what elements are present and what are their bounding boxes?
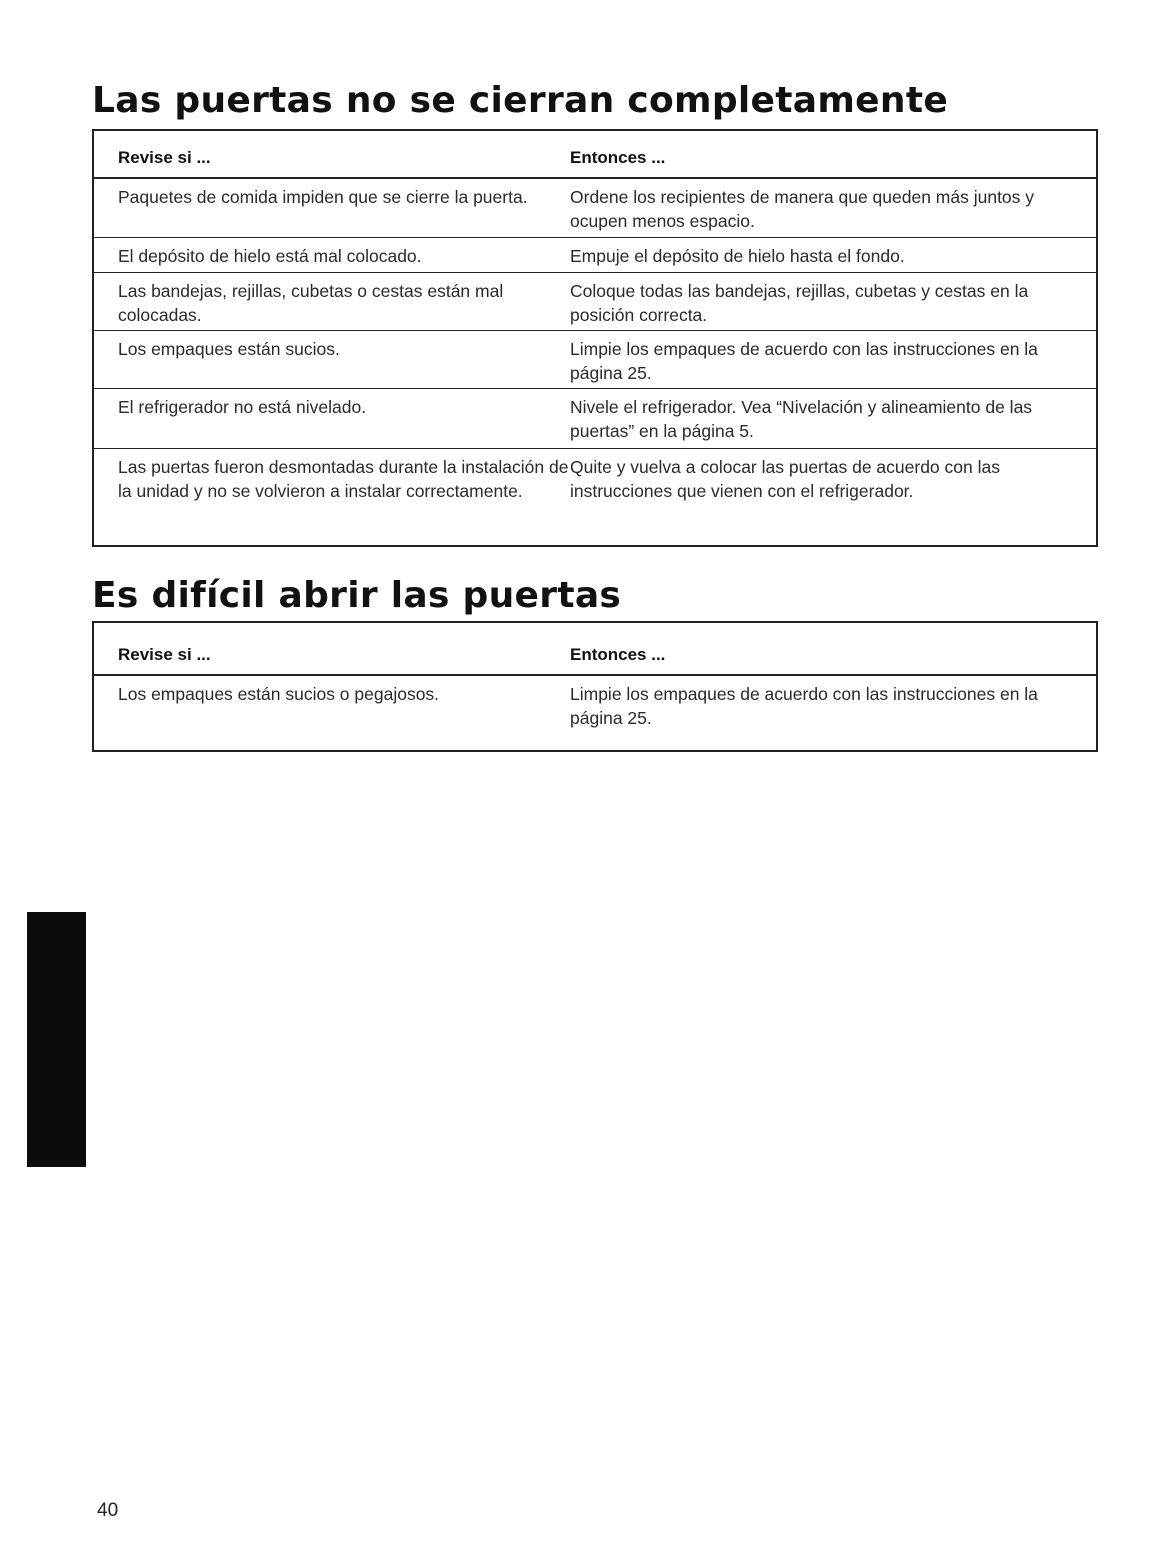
row-action: Coloque todas las bandejas, rejillas, cubetas y cestas en la posición correcta. (570, 281, 1029, 325)
row-check: Los empaques están sucios. (118, 339, 340, 359)
page-number: 40 (97, 1500, 119, 1521)
row-check: El depósito de hielo está mal colocado. (118, 246, 422, 266)
row-action: Limpie los empaques de acuerdo con las instrucciones en la página 25. (570, 339, 1038, 383)
row-check: El refrigerador no está nivelado. (118, 397, 367, 417)
table-row (94, 238, 1096, 273)
header-check: Revise si ... (118, 148, 211, 167)
row-action: Ordene los recipientes de manera que queden más juntos y ocupen menos espacio. (570, 187, 1035, 231)
row-action: Empuje el depósito de hielo hasta el fondo. (570, 246, 905, 266)
table-row (94, 179, 1096, 238)
table-row (94, 331, 1096, 389)
troubleshooting-table (92, 621, 1098, 752)
table-header (94, 131, 1096, 179)
table-row (94, 449, 1096, 545)
table-header (94, 623, 1096, 676)
troubleshooting-table (92, 129, 1098, 547)
row-action: Quite y vuelva a colocar las puertas de acuerdo con las instrucciones que vienen con el refrigerador. (570, 457, 1000, 501)
row-action: Nivele el refrigerador. Vea “Nivelación y alineamiento de las puertas” en la página 5. (570, 397, 1033, 441)
header-action: Entonces ... (570, 645, 666, 664)
row-action: Limpie los empaques de acuerdo con las instrucciones en la página 25. (570, 684, 1038, 728)
row-check: Las bandejas, rejillas, cubetas o cestas están mal colocadas. (118, 281, 504, 325)
header-check: Revise si ... (118, 645, 211, 664)
row-check: Los empaques están sucios o pegajosos. (118, 684, 440, 704)
header-action: Entonces ... (570, 148, 666, 167)
table-row (94, 389, 1096, 449)
section-title: Es difícil abrir las puertas (92, 575, 622, 616)
section-side-tab (27, 912, 86, 1167)
row-check: Las puertas fueron desmontadas durante la instalación de la unidad y no se volvieron a instalar correctamente. (118, 457, 569, 501)
section-title: Las puertas no se cierran completamente (92, 80, 949, 121)
table-row (94, 273, 1096, 331)
table-row (94, 676, 1096, 750)
row-check: Paquetes de comida impiden que se cierre la puerta. (118, 187, 528, 207)
